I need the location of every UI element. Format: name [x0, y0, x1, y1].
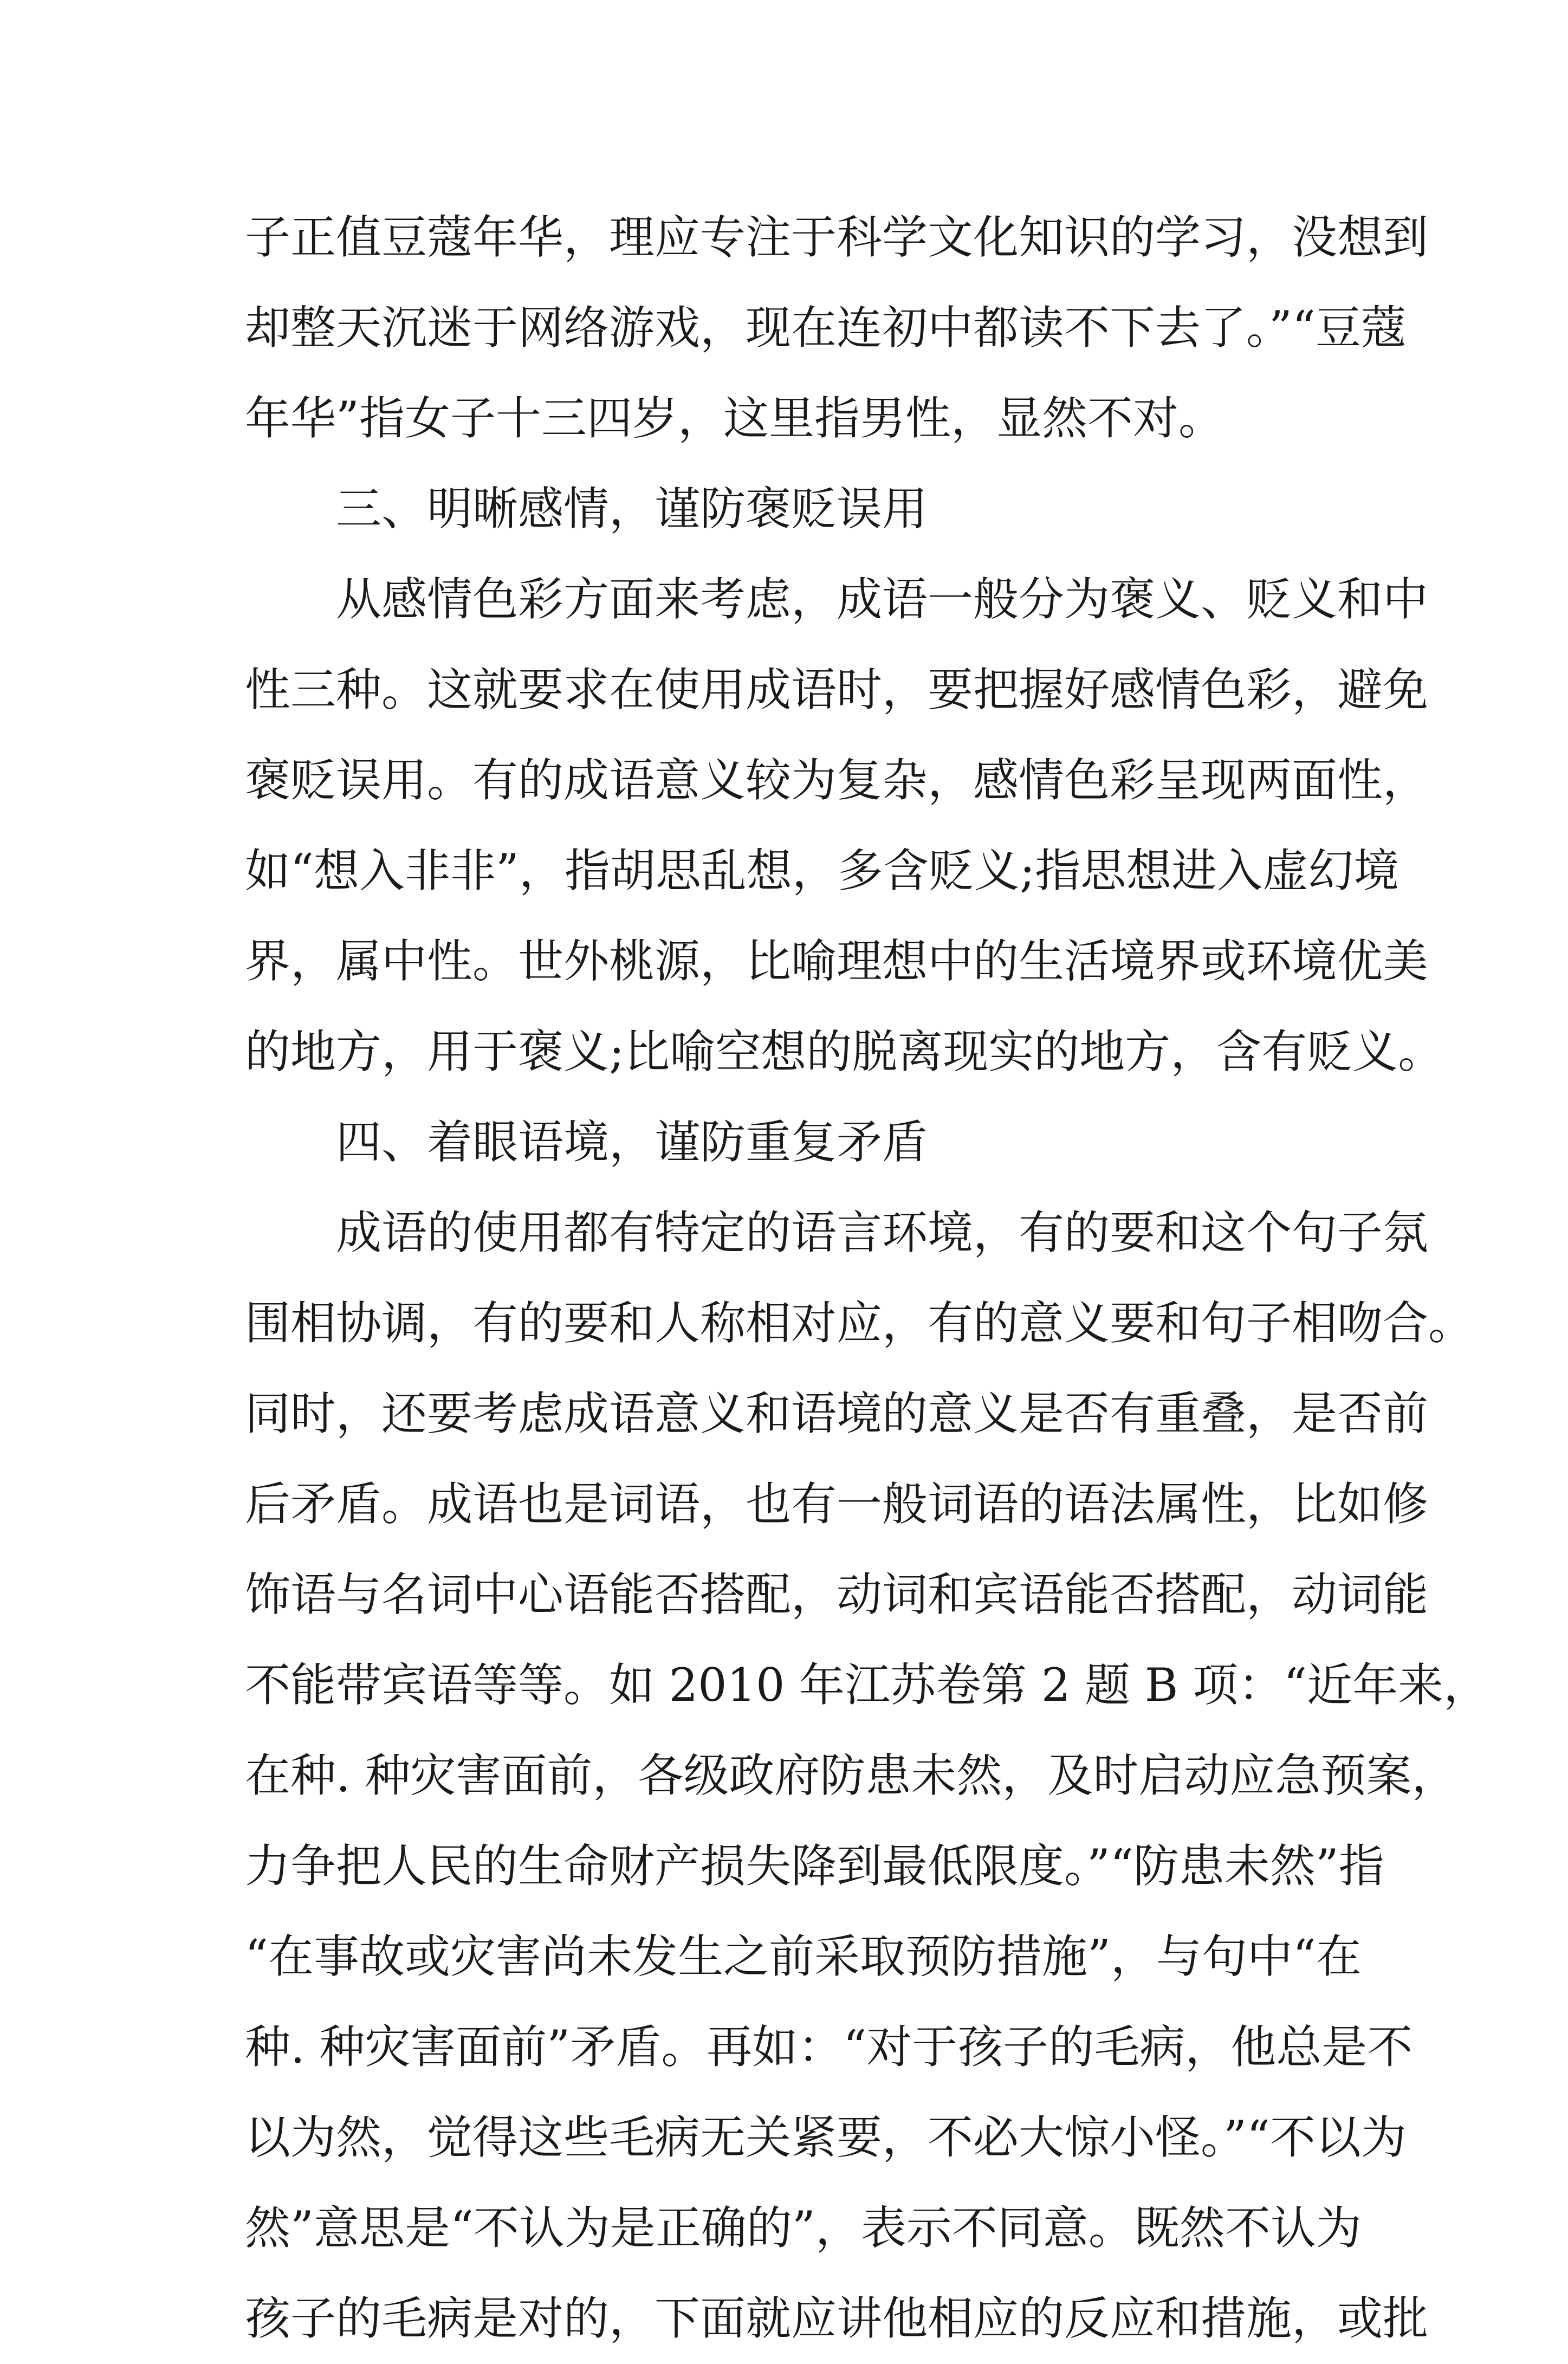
- text-line: 后矛盾。成语也是词语，也有一般词语的语法属性，比如修: [245, 1478, 1429, 1531]
- text-line: 力争把人民的生命财产损失降到最低限度。”“防患未然”指: [245, 1840, 1384, 1893]
- text-line: 孩子的毛病是对的，下面就应讲他相应的反应和措施，或批: [245, 2292, 1429, 2345]
- text-line: 不能带宾语等等。如 2010 年江苏卷第 2 题 B 项：“近年来，: [245, 1659, 1489, 1712]
- text-line: 子正值豆蔻年华，理应专注于科学文化知识的学习，没想到: [245, 211, 1429, 264]
- text-line: 年华”指女子十三四岁，这里指男性，显然不对。: [245, 392, 1224, 445]
- text-line: 界，属中性。世外桃源，比喻理想中的生活境界或环境优美: [245, 935, 1429, 988]
- text-line: 种. 种灾害面前”矛盾。再如：“对于孩子的毛病，他总是不: [245, 2020, 1413, 2074]
- text-line: 饰语与名词中心语能否搭配，动词和宾语能否搭配，动词能: [245, 1568, 1429, 1621]
- text-line: 然”意思是“不认为是正确的”，表示不同意。既然不认为: [245, 2201, 1362, 2255]
- text-line: 从感情色彩方面来考虑，成语一般分为褒义、贬义和中: [336, 573, 1429, 626]
- text-line: “在事故或灾害尚未发生之前采取预防措施”，与句中“在: [245, 1930, 1362, 1983]
- text-line: 却整天沉迷于网络游戏，现在连初中都读不下去了。”“豆蔻: [245, 301, 1407, 354]
- text-line: 如“想入非非”，指胡思乱想，多含贬义;指思想进入虚幻境: [245, 844, 1399, 897]
- text-line: 围相协调，有的要和人称相对应，有的意义要和句子相吻合。: [245, 1297, 1474, 1350]
- text-line: 褒贬误用。有的成语意义较为复杂，感情色彩呈现两面性，: [245, 754, 1429, 807]
- section-heading: 三、明晰感情，谨防褒贬误用: [336, 482, 928, 535]
- text-line: 性三种。这就要求在使用成语时，要把握好感情色彩，避免: [245, 663, 1429, 716]
- text-line: 在种. 种灾害面前，各级政府防患未然，及时启动应急预案，: [245, 1749, 1457, 1802]
- text-line: 的地方，用于褒义;比喻空想的脱离现实的地方，含有贬义。: [245, 1025, 1444, 1078]
- section-heading: 四、着眼语境，谨防重复矛盾: [336, 1116, 928, 1169]
- text-line: 同时，还要考虑成语意义和语境的意义是否有重叠，是否前: [245, 1387, 1429, 1440]
- text-line: 以为然，觉得这些毛病无关紧要，不必大惊小怪。”“不以为: [245, 2111, 1407, 2164]
- text-line: 成语的使用都有特定的语言环境，有的要和这个句子氛: [336, 1206, 1429, 1259]
- document-body: [245, 192, 1489, 2364]
